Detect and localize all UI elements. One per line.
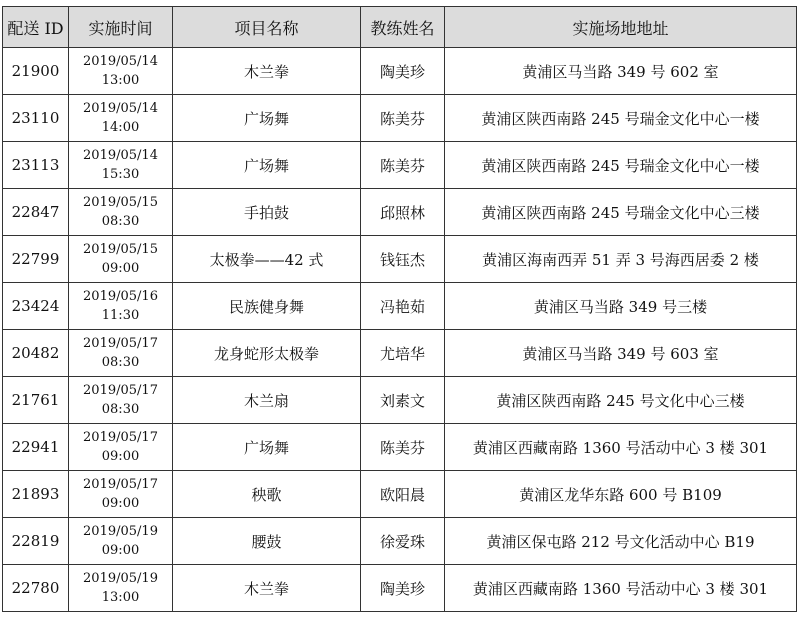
cell-clock-text: 08:30	[101, 214, 140, 229]
cell-coach[interactable]: 邱照林	[361, 189, 445, 236]
table-row	[3, 377, 797, 424]
cell-time[interactable]	[69, 565, 173, 612]
header-cell-id[interactable]: 配送 ID	[3, 7, 69, 48]
cell-project[interactable]: 秧歌	[173, 471, 361, 518]
cell-date-text: 2019/05/19	[83, 571, 158, 586]
cell-address[interactable]: 黄浦区陕西南路 245 号瑞金文化中心一楼	[445, 95, 797, 142]
cell-id[interactable]: 22847	[3, 189, 69, 236]
cell-coach[interactable]: 钱钰杰	[361, 236, 445, 283]
cell-date-text: 2019/05/17	[83, 477, 158, 492]
cell-id[interactable]: 23424	[3, 283, 69, 330]
table-row	[3, 518, 797, 565]
cell-id[interactable]: 21893	[3, 471, 69, 518]
cell-time[interactable]	[69, 424, 173, 471]
cell-time[interactable]	[69, 142, 173, 189]
cell-id[interactable]: 23110	[3, 95, 69, 142]
cell-time[interactable]	[69, 95, 173, 142]
cell-coach[interactable]: 冯艳茹	[361, 283, 445, 330]
table-row	[3, 189, 797, 236]
cell-project[interactable]: 广场舞	[173, 424, 361, 471]
cell-coach[interactable]: 刘素文	[361, 377, 445, 424]
cell-coach[interactable]: 陶美珍	[361, 565, 445, 612]
cell-address[interactable]: 黄浦区海南西弄 51 弄 3 号海西居委 2 楼	[445, 236, 797, 283]
cell-date-text: 2019/05/17	[83, 336, 158, 351]
cell-clock-text: 14:00	[101, 120, 140, 135]
cell-clock-text: 09:00	[101, 543, 140, 558]
cell-date-text: 2019/05/19	[83, 524, 158, 539]
cell-clock-text: 15:30	[101, 167, 140, 182]
cell-id[interactable]: 22819	[3, 518, 69, 565]
table-row	[3, 471, 797, 518]
header-cell-address[interactable]: 实施场地地址	[445, 7, 797, 48]
cell-project[interactable]: 民族健身舞	[173, 283, 361, 330]
header-cell-time[interactable]: 实施时间	[69, 7, 173, 48]
cell-time[interactable]	[69, 518, 173, 565]
cell-coach[interactable]: 陈美芬	[361, 95, 445, 142]
cell-clock-text: 09:00	[101, 496, 140, 511]
cell-coach[interactable]: 尤培华	[361, 330, 445, 377]
cell-address[interactable]: 黄浦区马当路 349 号 602 室	[445, 48, 797, 95]
cell-id[interactable]: 22799	[3, 236, 69, 283]
table-body	[3, 48, 797, 612]
cell-project[interactable]: 腰鼓	[173, 518, 361, 565]
table-row	[3, 48, 797, 95]
cell-id[interactable]: 20482	[3, 330, 69, 377]
cell-id[interactable]: 21900	[3, 48, 69, 95]
cell-clock-text: 09:00	[101, 449, 140, 464]
cell-clock-text: 09:00	[101, 261, 140, 276]
cell-time[interactable]	[69, 283, 173, 330]
cell-time[interactable]	[69, 330, 173, 377]
cell-address[interactable]: 黄浦区陕西南路 245 号瑞金文化中心一楼	[445, 142, 797, 189]
cell-project[interactable]: 木兰拳	[173, 565, 361, 612]
cell-address[interactable]: 黄浦区西藏南路 1360 号活动中心 3 楼 301	[445, 424, 797, 471]
cell-address[interactable]: 黄浦区马当路 349 号 603 室	[445, 330, 797, 377]
cell-clock-text: 11:30	[101, 308, 140, 323]
table-row	[3, 142, 797, 189]
cell-coach[interactable]: 欧阳晨	[361, 471, 445, 518]
cell-project[interactable]: 木兰拳	[173, 48, 361, 95]
table-row	[3, 330, 797, 377]
cell-clock-text: 13:00	[101, 590, 140, 605]
cell-coach[interactable]: 陶美珍	[361, 48, 445, 95]
cell-time[interactable]	[69, 48, 173, 95]
table-row	[3, 424, 797, 471]
cell-project[interactable]: 龙身蛇形太极拳	[173, 330, 361, 377]
cell-address[interactable]: 黄浦区陕西南路 245 号瑞金文化中心三楼	[445, 189, 797, 236]
cell-coach[interactable]: 陈美芬	[361, 142, 445, 189]
cell-coach[interactable]: 陈美芬	[361, 424, 445, 471]
cell-time[interactable]	[69, 471, 173, 518]
cell-date-text: 2019/05/17	[83, 383, 158, 398]
cell-project[interactable]: 太极拳——42 式	[173, 236, 361, 283]
header-row	[3, 7, 797, 48]
cell-coach[interactable]: 徐爱珠	[361, 518, 445, 565]
header-cell-coach[interactable]: 教练姓名	[361, 7, 445, 48]
table-row	[3, 565, 797, 612]
cell-address[interactable]: 黄浦区陕西南路 245 号文化中心三楼	[445, 377, 797, 424]
cell-address[interactable]: 黄浦区马当路 349 号三楼	[445, 283, 797, 330]
cell-time[interactable]	[69, 236, 173, 283]
cell-time[interactable]	[69, 189, 173, 236]
cell-date-text: 2019/05/14	[83, 54, 158, 69]
cell-date-text: 2019/05/15	[83, 242, 158, 257]
cell-clock-text: 13:00	[101, 73, 140, 88]
cell-clock-text: 08:30	[101, 402, 140, 417]
cell-id[interactable]: 21761	[3, 377, 69, 424]
cell-address[interactable]: 黄浦区西藏南路 1360 号活动中心 3 楼 301	[445, 565, 797, 612]
cell-id[interactable]: 22941	[3, 424, 69, 471]
cell-project[interactable]: 广场舞	[173, 142, 361, 189]
cell-id[interactable]: 22780	[3, 565, 69, 612]
cell-clock-text: 08:30	[101, 355, 140, 370]
cell-id[interactable]: 23113	[3, 142, 69, 189]
cell-address[interactable]: 黄浦区龙华东路 600 号 B109	[445, 471, 797, 518]
cell-address[interactable]: 黄浦区保屯路 212 号文化活动中心 B19	[445, 518, 797, 565]
top-edge-mask	[0, 0, 800, 6]
cell-project[interactable]: 木兰扇	[173, 377, 361, 424]
cell-date-text: 2019/05/14	[83, 148, 158, 163]
cell-date-text: 2019/05/14	[83, 101, 158, 116]
cell-date-text: 2019/05/16	[83, 289, 158, 304]
cell-project[interactable]: 广场舞	[173, 95, 361, 142]
cell-date-text: 2019/05/15	[83, 195, 158, 210]
table-row	[3, 236, 797, 283]
cell-date-text: 2019/05/17	[83, 430, 158, 445]
header-cell-project[interactable]: 项目名称	[173, 7, 361, 48]
table-row	[3, 283, 797, 330]
schedule-table	[2, 6, 797, 612]
table-row	[3, 95, 797, 142]
cell-time[interactable]	[69, 377, 173, 424]
cell-project[interactable]: 手拍鼓	[173, 189, 361, 236]
